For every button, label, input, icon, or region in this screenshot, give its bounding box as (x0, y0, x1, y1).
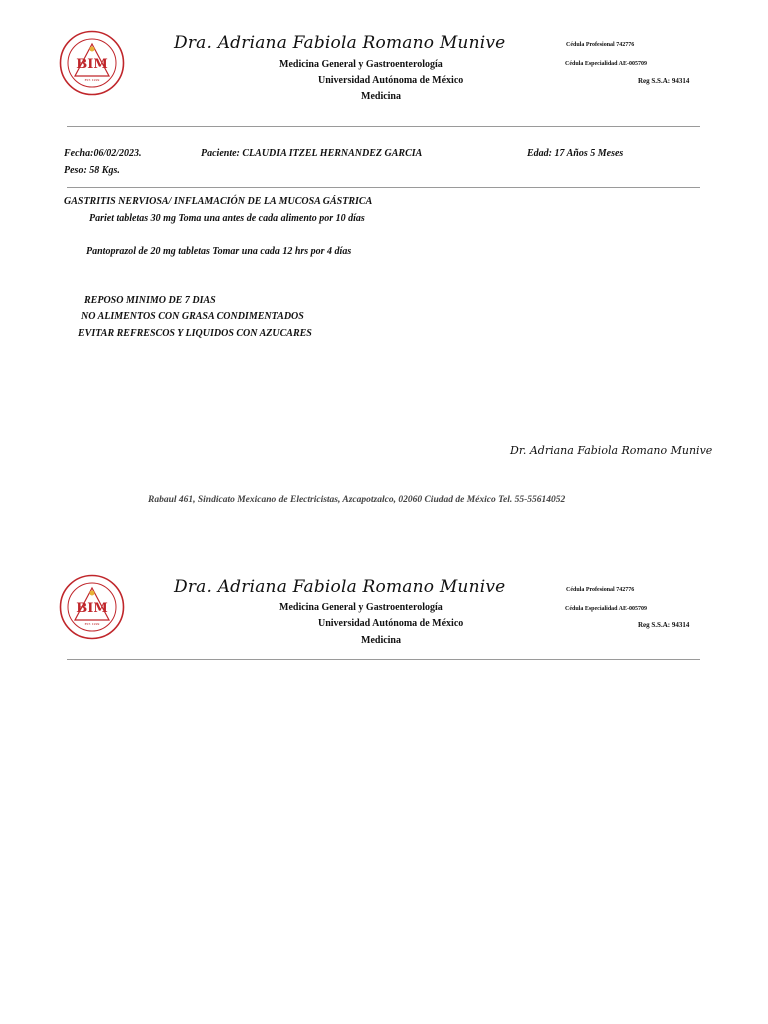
medication-1: Pariet tabletas 30 mg Toma una antes de cada alimento por 10 días (89, 213, 365, 224)
diagnosis: GASTRITIS NERVIOSA/ INFLAMACIÓN DE LA MUCOSA GÁSTRICA (64, 196, 373, 207)
peso: Peso: 58 Kgs. (64, 165, 120, 176)
paciente: Paciente: CLAUDIA ITZEL HERNANDEZ GARCIA (201, 148, 423, 159)
instruction-3: EVITAR REFRESCOS Y LIQUIDOS CON AZUCARES (78, 328, 312, 339)
registro-ssa: Reg S.S.A: 94314 (638, 77, 690, 85)
medication-2: Pantoprazol de 20 mg tabletas Tomar una cada 12 hrs por 4 días (86, 246, 352, 257)
specialty-line-3: Medicina (361, 635, 401, 646)
logo-text: BIM (76, 57, 108, 72)
patient-divider (67, 187, 700, 188)
specialty-line-1: Medicina General y Gastroenterología (279, 59, 443, 70)
clinic-logo (59, 574, 125, 640)
edad: Edad: 17 Años 5 Meses (527, 148, 624, 159)
doctor-name: Dra. Adriana Fabiola Romano Munive (174, 33, 506, 53)
doctor-signature: Dr. Adriana Fabiola Romano Munive (510, 444, 713, 457)
registro-ssa: Reg S.S.A: 94314 (638, 621, 690, 629)
clinic-address: Rabaul 461, Sindicato Mexicano de Electricistas, Azcapotzalco, 02060 Ciudad de México Tel. 55-55614052 (148, 495, 566, 505)
specialty-line-2: Universidad Autónoma de México (318, 75, 464, 86)
cedula-especialidad: Cédula Especialidad AE-005709 (565, 606, 648, 612)
clinic-logo (59, 30, 125, 96)
instruction-2: NO ALIMENTOS CON GRASA CONDIMENTADOS (81, 311, 304, 322)
instruction-1: REPOSO MINIMO DE 7 DIAS (84, 295, 216, 306)
cedula-profesional: Cédula Profesional 742776 (566, 587, 635, 593)
fecha: Fecha:06/02/2023. (64, 148, 142, 159)
header-divider (67, 126, 700, 127)
logo-est: EST. 1999 (84, 78, 100, 82)
cedula-especialidad: Cédula Especialidad AE-005709 (565, 61, 648, 67)
specialty-line-2: Universidad Autónoma de México (318, 618, 464, 629)
doctor-name: Dra. Adriana Fabiola Romano Munive (174, 577, 506, 597)
logo-text: BIM (76, 601, 108, 616)
logo-est: EST. 1999 (84, 622, 100, 626)
specialty-line-1: Medicina General y Gastroenterología (279, 602, 443, 613)
cedula-profesional: Cédula Profesional 742776 (566, 42, 635, 48)
specialty-line-3: Medicina (361, 91, 401, 102)
header-divider (67, 659, 700, 660)
